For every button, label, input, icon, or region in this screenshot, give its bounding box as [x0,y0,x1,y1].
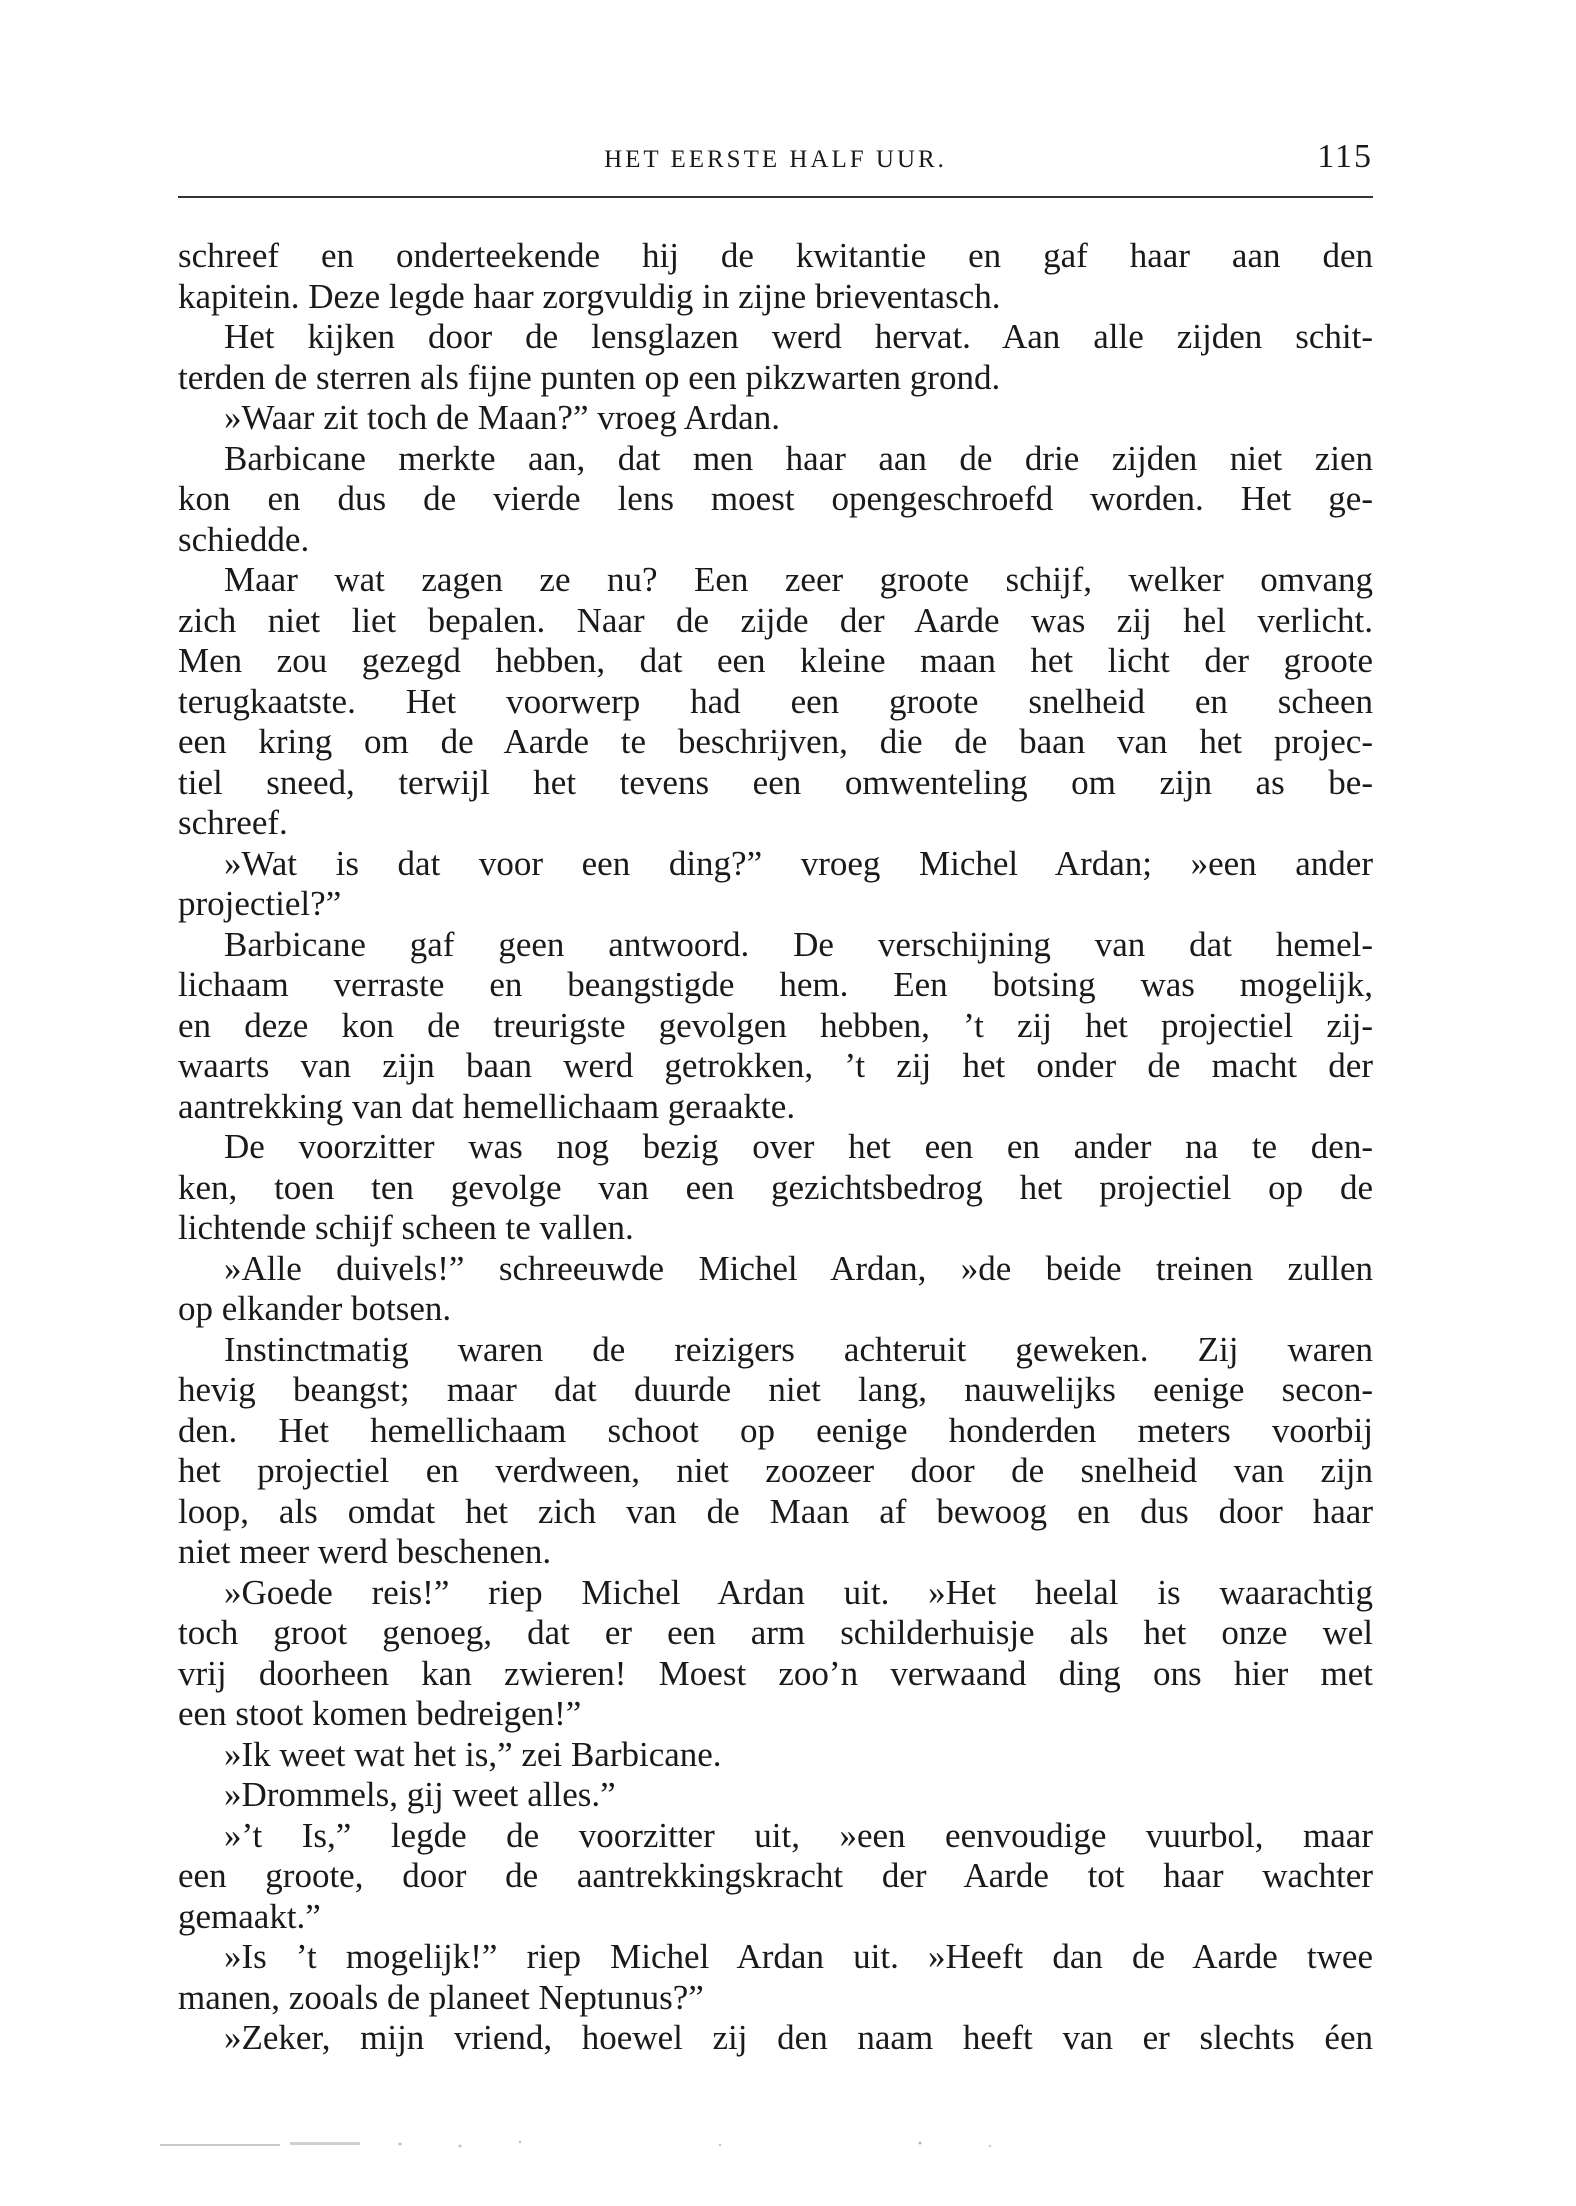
text-line: terden de sterren als fijne punten op een pikzwarten grond. [178,357,1001,397]
text-line: een kring om de Aarde te beschrijven, die de baan van het projec- [178,722,1373,761]
page-number: 115 [1317,138,1373,175]
text-line: lichtende schijf scheen te vallen. [178,1208,634,1247]
text-line: ken, toen ten gevolge van een gezichtsbedrog het projectiel op de [178,1167,1373,1207]
text-line: Barbicane merkte aan, dat men haar aan de drie zijden niet zien [224,438,1373,478]
text-line: hevig beangst; maar dat duurde niet lang, nauwelijks eenige secon- [178,1370,1373,1409]
text-line: gemaakt.” [178,1896,321,1936]
text-line: een groote, door de aantrekkingskracht der Aarde tot haar wachter [178,1856,1373,1895]
text-line: »Zeker, mijn vriend, hoewel zij den naam heeft van er slechts éen [224,2018,1373,2057]
text-line: »’t Is,” legde de voorzitter uit, »een eenvoudige vuurbol, maar [224,1815,1373,1855]
text-line: »Drommels, gij weet alles.” [224,1775,616,1814]
text-line: »Is ’t mogelijk!” riep Michel Ardan uit. »Heeft dan de Aarde twee [224,1937,1373,1976]
text-line: tiel sneed, terwijl het tevens een omwenteling om zijn as be- [178,762,1373,802]
text-line: schreef en onderteekende hij de kwitantie en gaf haar aan den [178,236,1373,275]
text-line: »Wat is dat voor een ding?” vroeg Michel Ardan; »een ander [224,843,1373,883]
text-line: Barbicane gaf geen antwoord. De verschijning van dat hemel- [224,924,1373,964]
text-line: en deze kon de treurigste gevolgen hebben, ’t zij het projectiel zij- [178,1005,1373,1045]
text-line: »Alle duivels!” schreeuwde Michel Ardan, »de beide treinen zullen [224,1248,1373,1288]
print-specks [160,2130,1060,2160]
text-line: »Waar zit toch de Maan?” vroeg Ardan. [224,398,780,437]
text-line: schiedde. [178,519,310,559]
text-line: projectiel?” [178,884,342,923]
text-line: waarts van zijn baan werd getrokken, ’t zij het onder de macht der [178,1046,1373,1085]
text-line: »Goede reis!” riep Michel Ardan uit. »Het heelal is waarachtig [224,1572,1373,1612]
text-line: toch groot genoeg, dat er een arm schilderhuisje als het onze wel [178,1613,1373,1652]
running-title: HET EERSTE HALF UUR. [604,146,947,173]
text-line: aantrekking van dat hemellichaam geraakte. [178,1086,796,1126]
text-line: lichaam verraste en beangstigde hem. Een botsing was mogelijk, [178,965,1373,1004]
text-line: kapitein. Deze legde haar zorgvuldig in zijne brieventasch. [178,276,1001,316]
text-line: kon en dus de vierde lens moest opengeschroefd worden. Het ge- [178,479,1373,518]
header-rule [178,196,1373,198]
text-line: schreef. [178,803,288,842]
text-line: niet meer werd beschenen. [178,1532,552,1571]
text-line: Maar wat zagen ze nu? Een zeer groote schijf, welker omvang [224,560,1373,599]
running-head [178,138,1373,188]
text-line: op elkander botsen. [178,1289,452,1328]
text-line: De voorzitter was nog bezig over het een en ander na te den- [224,1127,1373,1166]
text-line: terugkaatste. Het voorwerp had een groote snelheid en scheen [178,681,1373,721]
text-line: het projectiel en verdween, niet zoozeer door de snelheid van zijn [178,1451,1373,1490]
text-line: een stoot komen bedreigen!” [178,1694,582,1733]
text-line: loop, als omdat het zich van de Maan af bewoog en dus door haar [178,1491,1373,1531]
text-line: »Ik weet wat het is,” zei Barbicane. [224,1734,722,1774]
text-line: manen, zooals de planeet Neptunus?” [178,1977,704,2017]
body-text [178,236,1373,2059]
text-line: Men zou gezegd hebben, dat een kleine maan het licht der groote [178,641,1373,680]
text-line: Instinctmatig waren de reizigers achteruit geweken. Zij waren [224,1329,1373,1369]
text-line: Het kijken door de lensglazen werd hervat. Aan alle zijden schit- [224,317,1373,356]
text-line: den. Het hemellichaam schoot op eenige honderden meters voorbij [178,1410,1373,1450]
text-line: zich niet liet bepalen. Naar de zijde der Aarde was zij hel verlicht. [178,600,1373,640]
text-line: vrij doorheen kan zwieren! Moest zoo’n verwaand ding ons hier met [178,1653,1373,1693]
